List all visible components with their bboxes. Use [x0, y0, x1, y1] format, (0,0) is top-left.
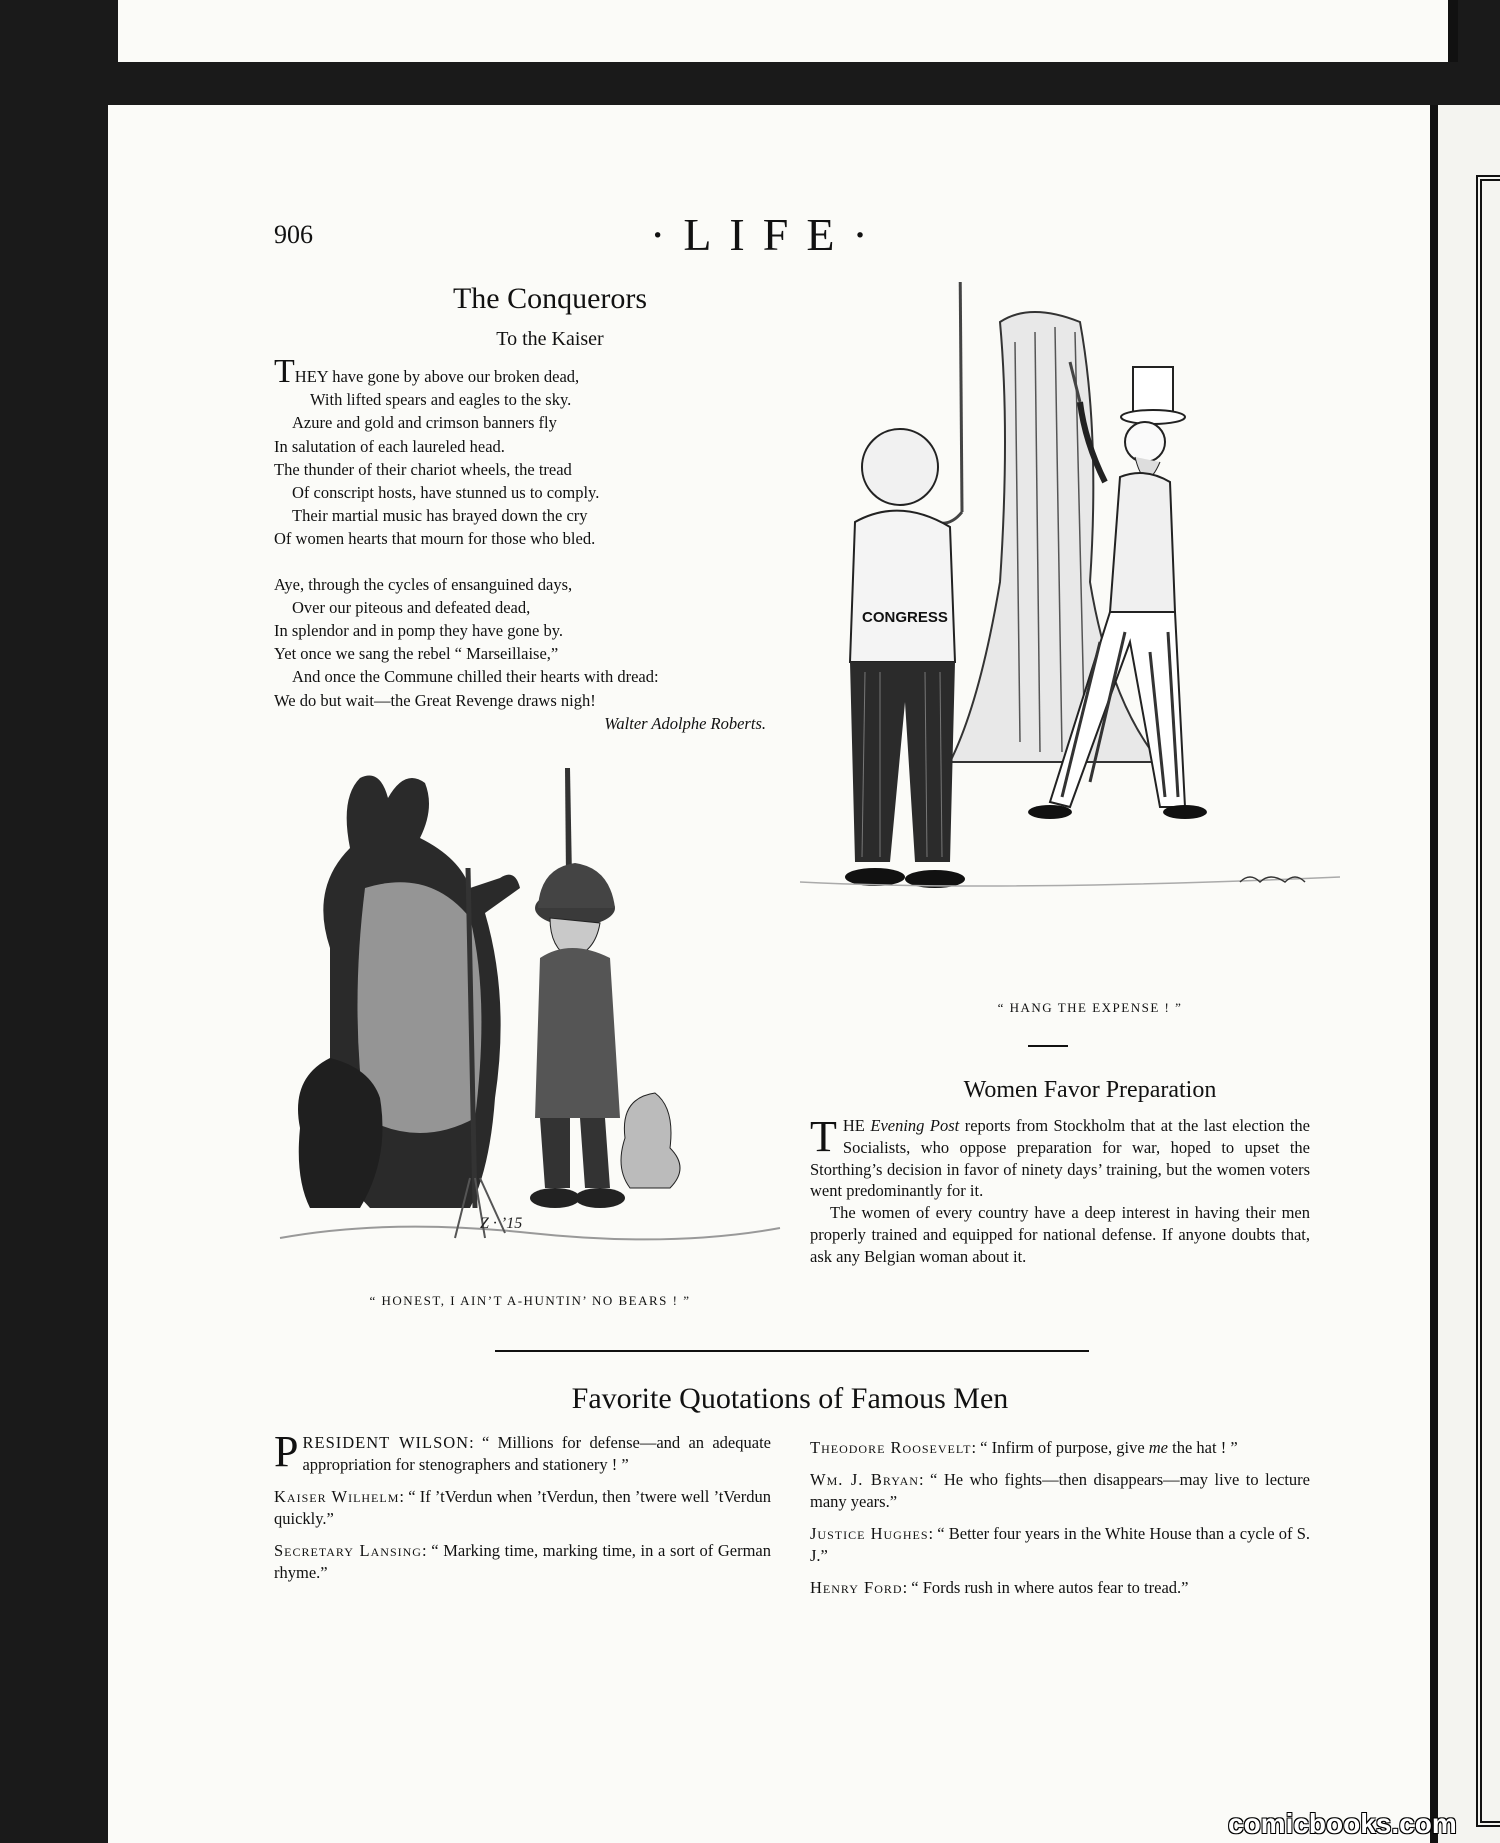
poem-line: Aye, through the cycles of ensanguined days, [274, 574, 573, 594]
poem-line: Their martial music has brayed down the cry [292, 506, 588, 526]
quotation: Wm. J. Bryan: “ He who fights—then disappears—may live to lecture many years.” [810, 1470, 1310, 1511]
page-number: 906 [274, 220, 313, 249]
article-title: Women Favor Preparation [963, 1077, 1217, 1103]
quotation: Justice Hughes: “ Better four years in the White House than a cycle of S. J.” [810, 1524, 1310, 1565]
poem-line: In salutation of each laureled head. [274, 436, 505, 456]
quotations-title: Favorite Quotations of Famous Men [571, 1382, 1009, 1415]
poem-line: And once the Commune chilled their hearts with dread: [292, 667, 659, 687]
quotations-left-column [274, 1427, 771, 1594]
quotation: Kaiser Wilhelm: “ If ’tVerdun when ’tVerdun, then ’twere well ’tVerdun quickly.” [274, 1487, 771, 1528]
article-paragraph: The women of every country have a deep interest in having their men properly trained and equipped for national defense. If anyone doubts that, ask any Belgian woman about it. [810, 1203, 1310, 1266]
quotation: Henry Ford: “ Fords rush in where autos fear to tread.” [810, 1578, 1189, 1597]
poem-line: In splendor and in pomp they have gone by. [274, 621, 563, 641]
section-rule [495, 1350, 1089, 1352]
quotation: Secretary Lansing: “ Marking time, marking time, in a sort of German rhyme.” [274, 1541, 771, 1582]
poem-line: Yet once we sang the rebel “ Marseillaise,” [274, 644, 559, 664]
poem-line: We do but wait—the Great Revenge draws nigh! [274, 690, 596, 710]
facing-page-edge [118, 0, 1458, 62]
site-watermark: comicbooks.com [1228, 1808, 1457, 1839]
article-body [810, 1112, 1310, 1268]
quotation: PRESIDENT WILSON: “ Millions for defense—and an adequate appropriation for stenographers and stationery ! ” [274, 1427, 771, 1476]
poem-dropcap: T [274, 353, 295, 390]
quotation: Theodore Roosevelt: “ Infirm of purpose, give me the hat ! ” [810, 1438, 1238, 1457]
poem-line: Over our piteous and defeated dead, [292, 597, 531, 617]
poem-line: THEY have gone by above our broken dead, [274, 353, 580, 390]
congress-cartoon-illustration [800, 282, 1360, 982]
poem-subtitle: To the Kaiser [496, 328, 604, 350]
poem-line: With lifted spears and eagles to the sky. [310, 390, 572, 410]
quotation-dropcap: P [274, 1427, 299, 1476]
next-page-border [1476, 175, 1500, 1827]
svg-text:Z · ’15: Z · ’15 [480, 1215, 523, 1232]
poem-line: Azure and gold and crimson banners fly [292, 413, 557, 433]
bear-cartoon-caption: “ HONEST, I AIN’T A-HUNTIN’ NO BEARS ! ” [369, 1293, 691, 1308]
next-page-edge [1430, 105, 1500, 1843]
poem-line: The thunder of their chariot wheels, the tread [274, 459, 572, 479]
article-dropcap: T [810, 1112, 837, 1161]
poem-author: Walter Adolphe Roberts. [604, 713, 766, 733]
poem-line: Of women hearts that mourn for those who bled. [274, 529, 596, 549]
masthead: ·LIFE· [650, 209, 886, 260]
section-divider [1028, 1045, 1068, 1047]
bear-cartoon-illustration [270, 738, 790, 1258]
quotations-right-column [810, 1437, 1310, 1609]
poem-body [274, 353, 794, 735]
congress-label: CONGRESS [862, 609, 948, 626]
poem-line: Of conscript hosts, have stunned us to comply. [292, 483, 600, 503]
article-paragraph: THE Evening Post reports from Stockholm that at the last election the Socialists, who oppose preparation for war, hoped to upset the Storthing’s decision in favor of ninety days’ training, but the women voters went predominantly for it. [810, 1112, 1310, 1201]
congress-cartoon-caption: “ HANG THE EXPENSE ! ” [997, 1000, 1183, 1015]
poem-title: The Conquerors [452, 282, 648, 315]
stanza-break [274, 551, 794, 573]
